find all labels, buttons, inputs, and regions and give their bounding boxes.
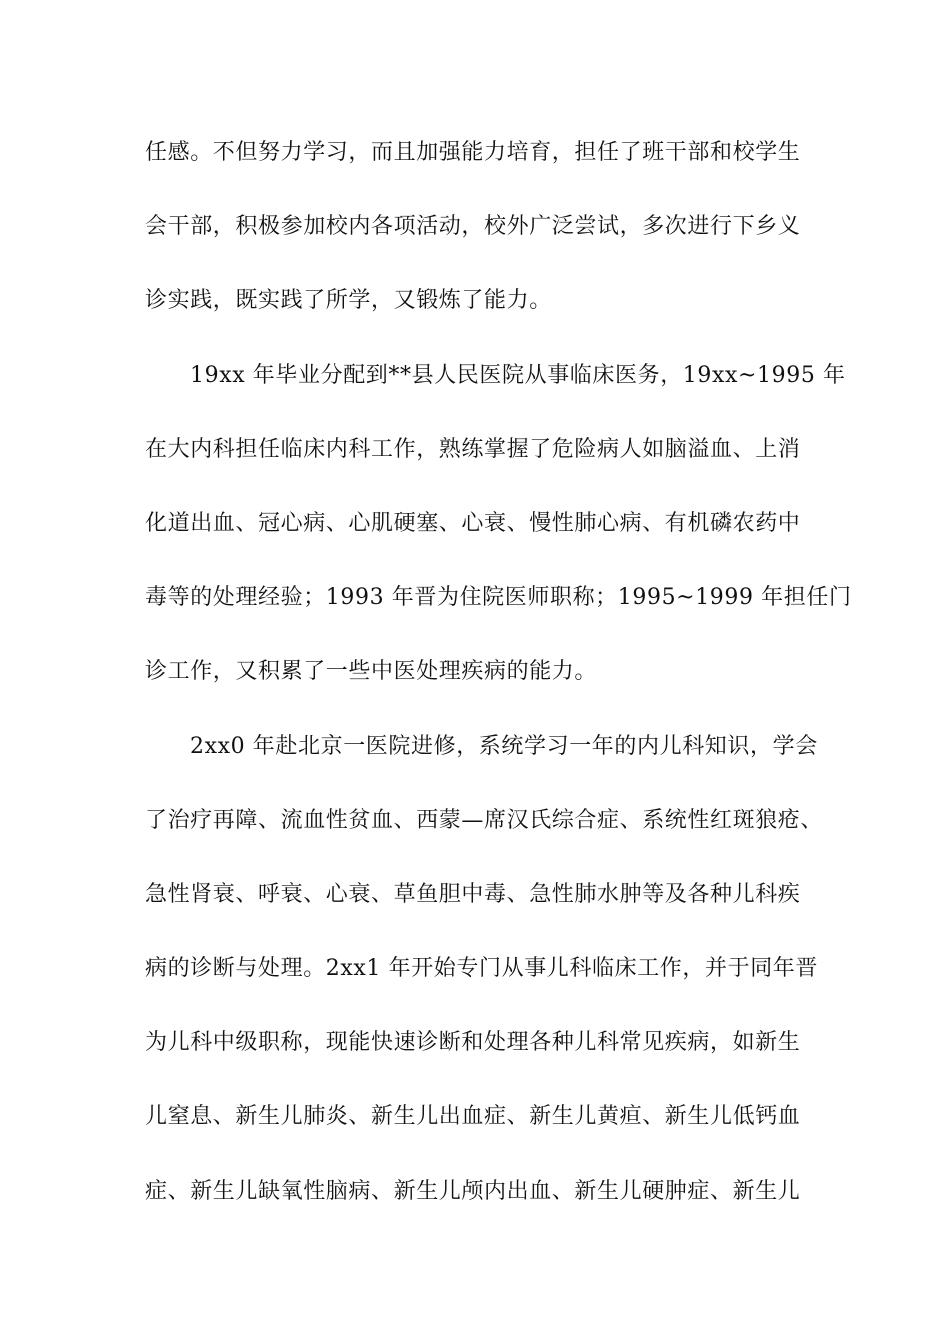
text-line: 了治疗再障、流血性贫血、西蒙—席汉氏综合症、系统性红斑狼疮、 <box>145 807 824 833</box>
text-line: 症、新生儿缺氧性脑病、新生儿颅内出血、新生儿硬肿症、新生儿 <box>145 1178 801 1204</box>
text-line: 儿窒息、新生儿肺炎、新生儿出血症、新生儿黄疸、新生儿低钙血 <box>145 1104 801 1130</box>
paragraph-start-line: 19xx 年毕业分配到**县人民医院从事临床医务，19xx~1995 年 <box>190 362 846 388</box>
text-line: 会干部，积极参加校内各项活动，校外广泛尝试，多次进行下乡义 <box>145 214 801 240</box>
text-line: 诊工作，又积累了一些中医处理疾病的能力。 <box>145 659 598 685</box>
text-line: 病的诊断与处理。2xx1 年开始专门从事儿科临床工作，并于同年晋 <box>145 956 819 982</box>
text-line: 在大内科担任临床内科工作，熟练掌握了危险病人如脑溢血、上消 <box>145 436 801 462</box>
paragraph-start-line: 2xx0 年赴北京一医院进修，系统学习一年的内儿科知识，学会 <box>190 733 818 759</box>
text-line: 化道出血、冠心病、心肌硬塞、心衰、慢性肺心病、有机磷农药中 <box>145 510 801 536</box>
text-line: 任感。不但努力学习，而且加强能力培育，担任了班干部和校学生 <box>145 140 801 165</box>
text-line: 急性肾衰、呼衰、心衰、草鱼胆中毒、急性肺水肿等及各种儿科疾 <box>145 881 801 907</box>
body-text <box>145 128 852 1241</box>
text-line: 诊实践，既实践了所学，又锻炼了能力。 <box>145 288 552 314</box>
text-line: 为儿科中级职称，现能快速诊断和处理各种儿科常见疾病，如新生 <box>145 1030 801 1056</box>
text-line: 毒等的处理经验；1993 年晋为住院医师职称；1995~1999 年担任门 <box>145 585 852 611</box>
